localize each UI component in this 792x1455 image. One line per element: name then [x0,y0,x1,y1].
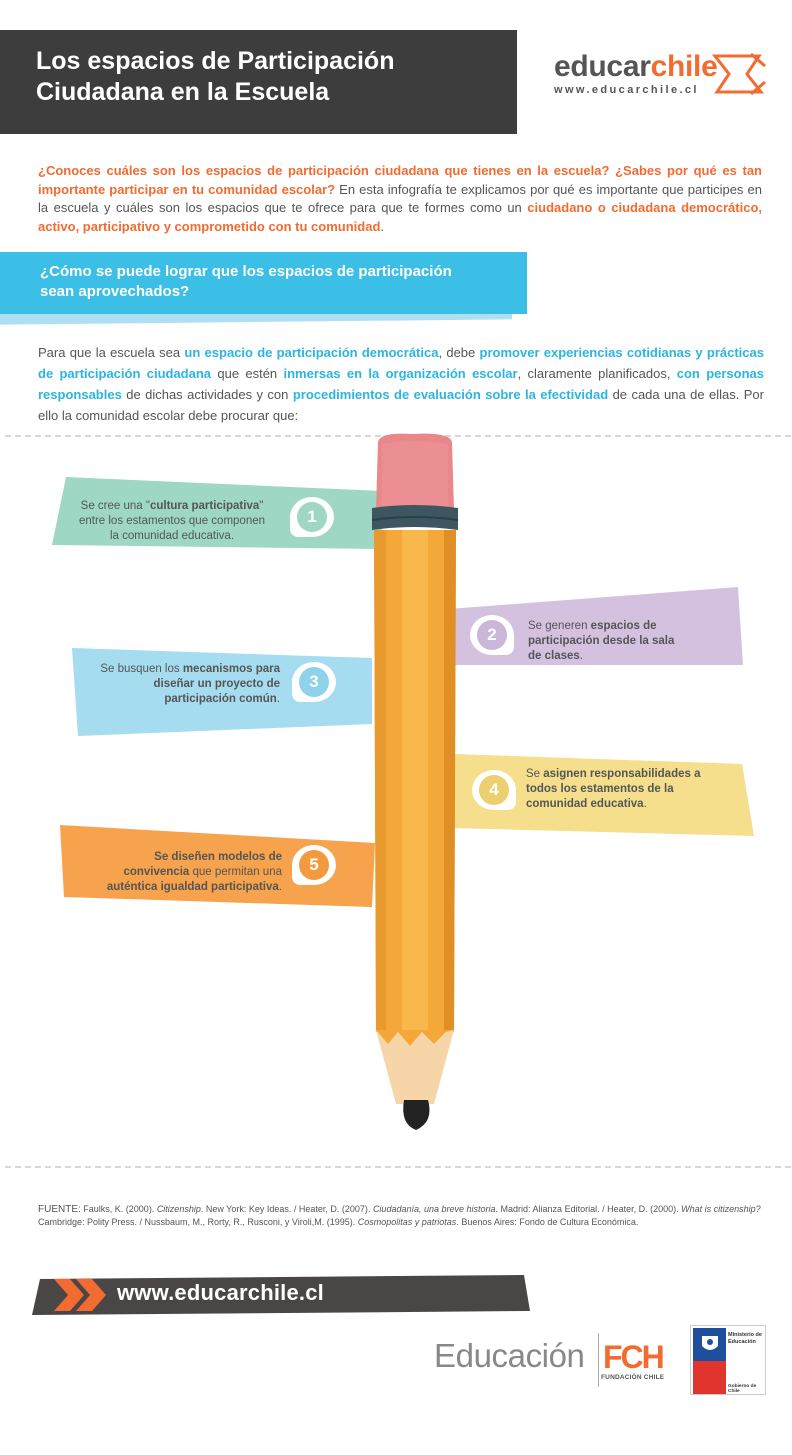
question-heading [40,262,510,302]
card-5-line-3: auténtica igualdad participativa [106,881,279,893]
para-text-3: que estén [211,366,284,381]
para-text-1: Para que la escuela sea [38,345,185,360]
intro-paragraph [38,162,762,236]
card-1-text [66,499,278,544]
sources-label: FUENTE: [38,1204,81,1215]
badge-1 [290,497,334,537]
body-paragraph [38,342,764,426]
fch-logo: FCH [603,1339,663,1375]
card-2-text-b: espacios de [590,620,657,632]
card-5-text-a: convivencia [123,866,190,878]
intro-highlight: ciudadano o ciudadana democrático, activo, participativo y comprometido con tu comunidad [38,200,762,234]
card-2-line-3: de clases [528,650,580,662]
intro-text: En esta infografía te explicamos por qué es importante que participes en la escuela y cuáles son los espacios que te ofrece para que te formes como un [38,181,762,215]
question-line-1: ¿Cómo se puede lograr que los espacios de participación [40,263,452,280]
title-line-2: Ciudadana en la Escuela [36,78,330,106]
card-2-text-a: Se generen [528,620,591,632]
badge-1-number: 1 [297,502,327,532]
para-highlight-5: procedimientos de evaluación sobre la efectividad [292,387,609,402]
badge-3 [292,662,336,702]
logo-e-mark-icon [707,52,767,96]
card-3-text-a: Se busquen los [100,663,183,675]
card-1-text-a: Se cree una " [80,500,150,512]
source-1: Faulks, K. (2000). [80,1204,157,1214]
source-4-title: Cosmopolitas y patriotas [357,1217,457,1227]
card-3-text [86,662,280,707]
para-highlight-1: un espacio de participación democrática [184,345,439,360]
card-4-line-2: todos los estamentos de la [526,783,674,795]
website-link[interactable]: www.educarchile.cl [117,1280,324,1305]
educarchile-logo[interactable] [554,50,769,102]
coat-of-arms-icon [699,1332,721,1356]
source-5: . Buenos Aires: Fondo de Cultura Económica. [456,1217,639,1227]
card-4-line-3: comunidad educativa [526,798,644,810]
source-2-title: Ciudadanía, una breve historia [372,1204,496,1214]
intro-question: ¿Conoces cuáles son los espacios de participación ciudadana que tienes en la escuela? ¿Sabes por qué es tan importante participar en tu comunidad escolar? [38,163,762,197]
educacion-logo: Educación [434,1337,585,1374]
badge-4 [472,770,516,810]
card-1-text-b: cultura participativa [149,500,260,512]
para-highlight-4: con personas responsables [38,366,765,402]
card-5-text-b: que permitan una [189,866,282,878]
pencil-illustration [372,432,458,1137]
item-card-4 [452,754,754,836]
card-3-text-b: mecanismos para [182,663,280,675]
fch-subtitle: FUNDACIÓN CHILE [601,1374,665,1381]
item-card-5 [60,825,375,907]
card-4-text-a: Se [526,768,544,780]
badge-2 [470,615,514,655]
source-4: Cambridge: Polity Press. / Nussbaum, M., Rorty, R., Rusconi, y Viroli,M. (1995). [38,1217,358,1227]
card-5-line-1: Se diseñen modelos de [154,851,282,863]
divider-bottom [5,1166,791,1168]
card-5-text [70,850,282,895]
card-4-text-b: asignen responsabilidades a [543,768,701,780]
page-title [36,46,496,108]
intro-period: . [380,218,385,234]
gov-line-1: Ministerio de [728,1332,762,1338]
badge-4-number: 4 [479,775,509,805]
item-card-1 [52,477,382,549]
card-3-line-3-period: . [276,693,280,705]
card-3-line-2: diseñar un proyecto de [153,678,280,690]
source-1-title: Citizenship [156,1204,201,1214]
gov-bottom-text: Gobierno de Chile [728,1384,757,1394]
para-text-4: , claramente planificados, [517,366,677,381]
para-text-6: de cada una de ellas. Por ello la comunidad escolar debe procurar que: [38,387,764,423]
badge-3-number: 3 [299,667,329,697]
source-2: . New York: Key Ideas. / Heater, D. (2007). [200,1204,373,1214]
badge-5 [292,845,336,885]
card-1-line-2: entre los estamentos que componen [78,515,266,527]
item-card-2 [448,587,743,667]
title-line-1: Los espacios de Participación [36,47,395,75]
card-4-text [526,767,738,812]
para-text-5: de dichas actividades y con [121,387,293,402]
double-chevron-icon [52,1277,108,1313]
question-line-2: sean aprovechados? [40,283,190,300]
para-text-2: , debe [438,345,480,360]
logo-word-educar: educar [554,50,651,83]
logo-divider [598,1333,599,1387]
card-2-line-3-period: . [579,650,583,662]
card-4-line-3-period: . [643,798,647,810]
ministerio-educacion-logo [690,1325,766,1395]
card-5-line-3-period: . [278,881,282,893]
card-1-line-3: la comunidad educativa. [109,530,235,542]
para-highlight-2: promover experiencias cotidianas y prácticas de participación ciudadana [38,345,764,381]
gov-flag-red [693,1361,726,1394]
logo-word-chile: chile [650,50,718,83]
card-1-text-c: " [259,500,264,512]
source-3-title: What is citizenship? [681,1204,761,1214]
badge-5-number: 5 [299,850,329,880]
logo-url: www.educarchile.cl [554,84,699,96]
para-highlight-3: inmersas en la organización escolar [283,366,518,381]
gov-text [728,1332,762,1345]
card-3-line-3: participación común [164,693,277,705]
gov-line-2: Educación [728,1338,756,1345]
badge-2-number: 2 [477,620,507,650]
card-2-line-2: participación desde la sala [528,635,675,647]
sources-citation [38,1203,768,1229]
card-2-text [528,619,728,664]
item-card-3 [72,648,372,736]
source-3: . Madrid: Alianza Editorial. / Heater, D. (2000). [495,1204,682,1214]
